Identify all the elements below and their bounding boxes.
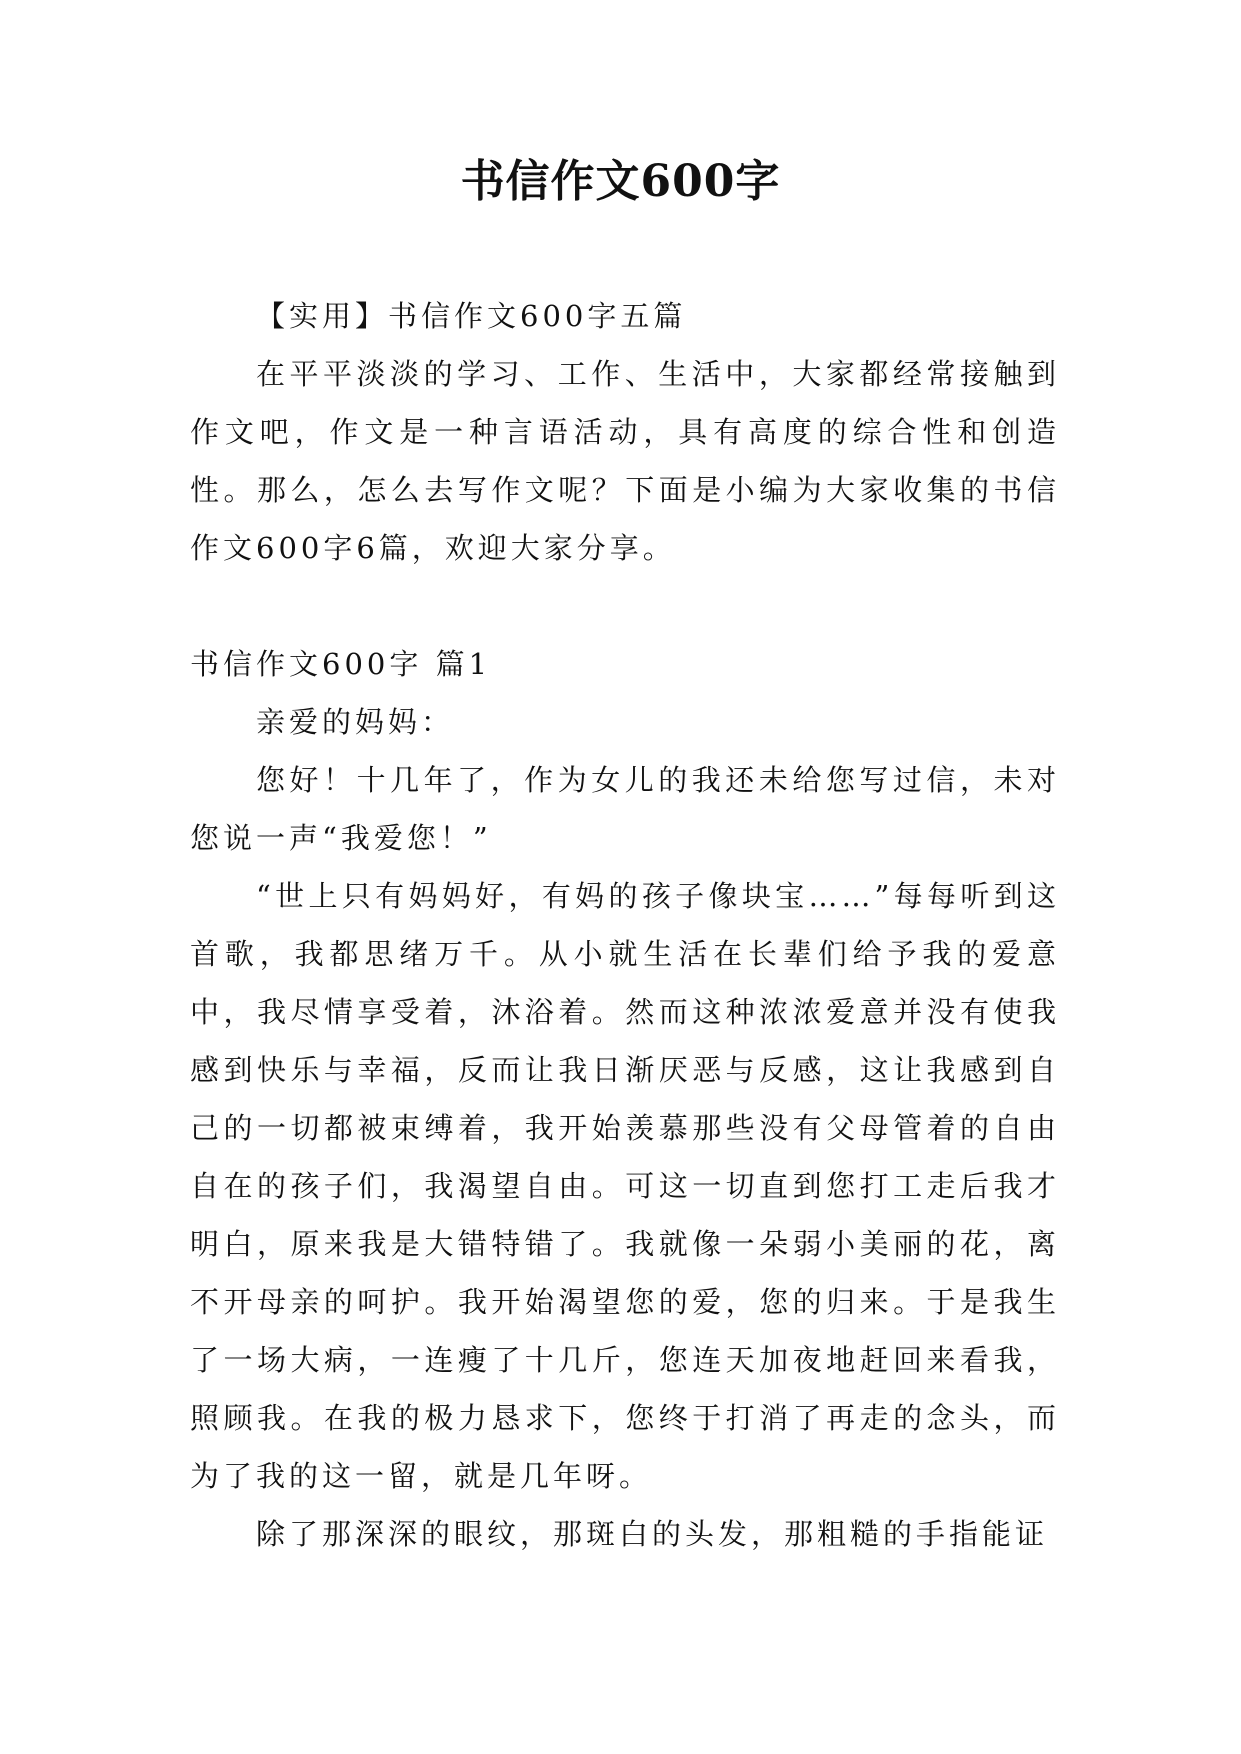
letter-salutation: 亲爱的妈妈：	[256, 705, 455, 739]
intro-subtitle: 【实用】书信作文600字五篇	[256, 299, 687, 333]
intro-paragraph: 在平平淡淡的学习、工作、生活中，大家都经常接触到作文吧，作文是一种言语活动，具有高度的综合性和创造性。那么，怎么去写作文呢？下面是小编为大家收集的书信作文600字6篇，欢迎大家分享。	[190, 357, 1060, 565]
letter-paragraph: 除了那深深的眼纹，那斑白的头发，那粗糙的手指能证	[256, 1517, 1049, 1551]
document-title: 书信作文600字	[460, 156, 781, 207]
section-spacer	[190, 577, 1060, 635]
document-body	[190, 287, 1060, 1563]
letter-paragraph: “世上只有妈妈好，有妈的孩子像块宝……”每每听到这首歌，我都思绪万千。从小就生活在长辈们给予我的爱意中，我尽情享受着，沐浴着。然而这种浓浓爱意并没有使我感到快乐与幸福，反而让我日渐厌恶与反感，这让我感到自己的一切都被束缚着，我开始羡慕那些没有父母管着的自由自在的孩子们，我渴望自由。可这一切直到您打工走后我才明白，原来我是大错特错了。我就像一朵弱小美丽的花，离不开母亲的呵护。我开始渴望您的爱，您的归来。于是我生了一场大病，一连瘦了十几斤，您连天加夜地赶回来看我，照顾我。在我的极力恳求下，您终于打消了再走的念头，而为了我的这一留，就是几年呀。	[190, 879, 1060, 1493]
letter-paragraph: 您好！十几年了，作为女儿的我还未给您写过信，未对您说一声“我爱您！”	[190, 763, 1060, 855]
section-heading: 书信作文600字 篇1	[190, 647, 492, 681]
